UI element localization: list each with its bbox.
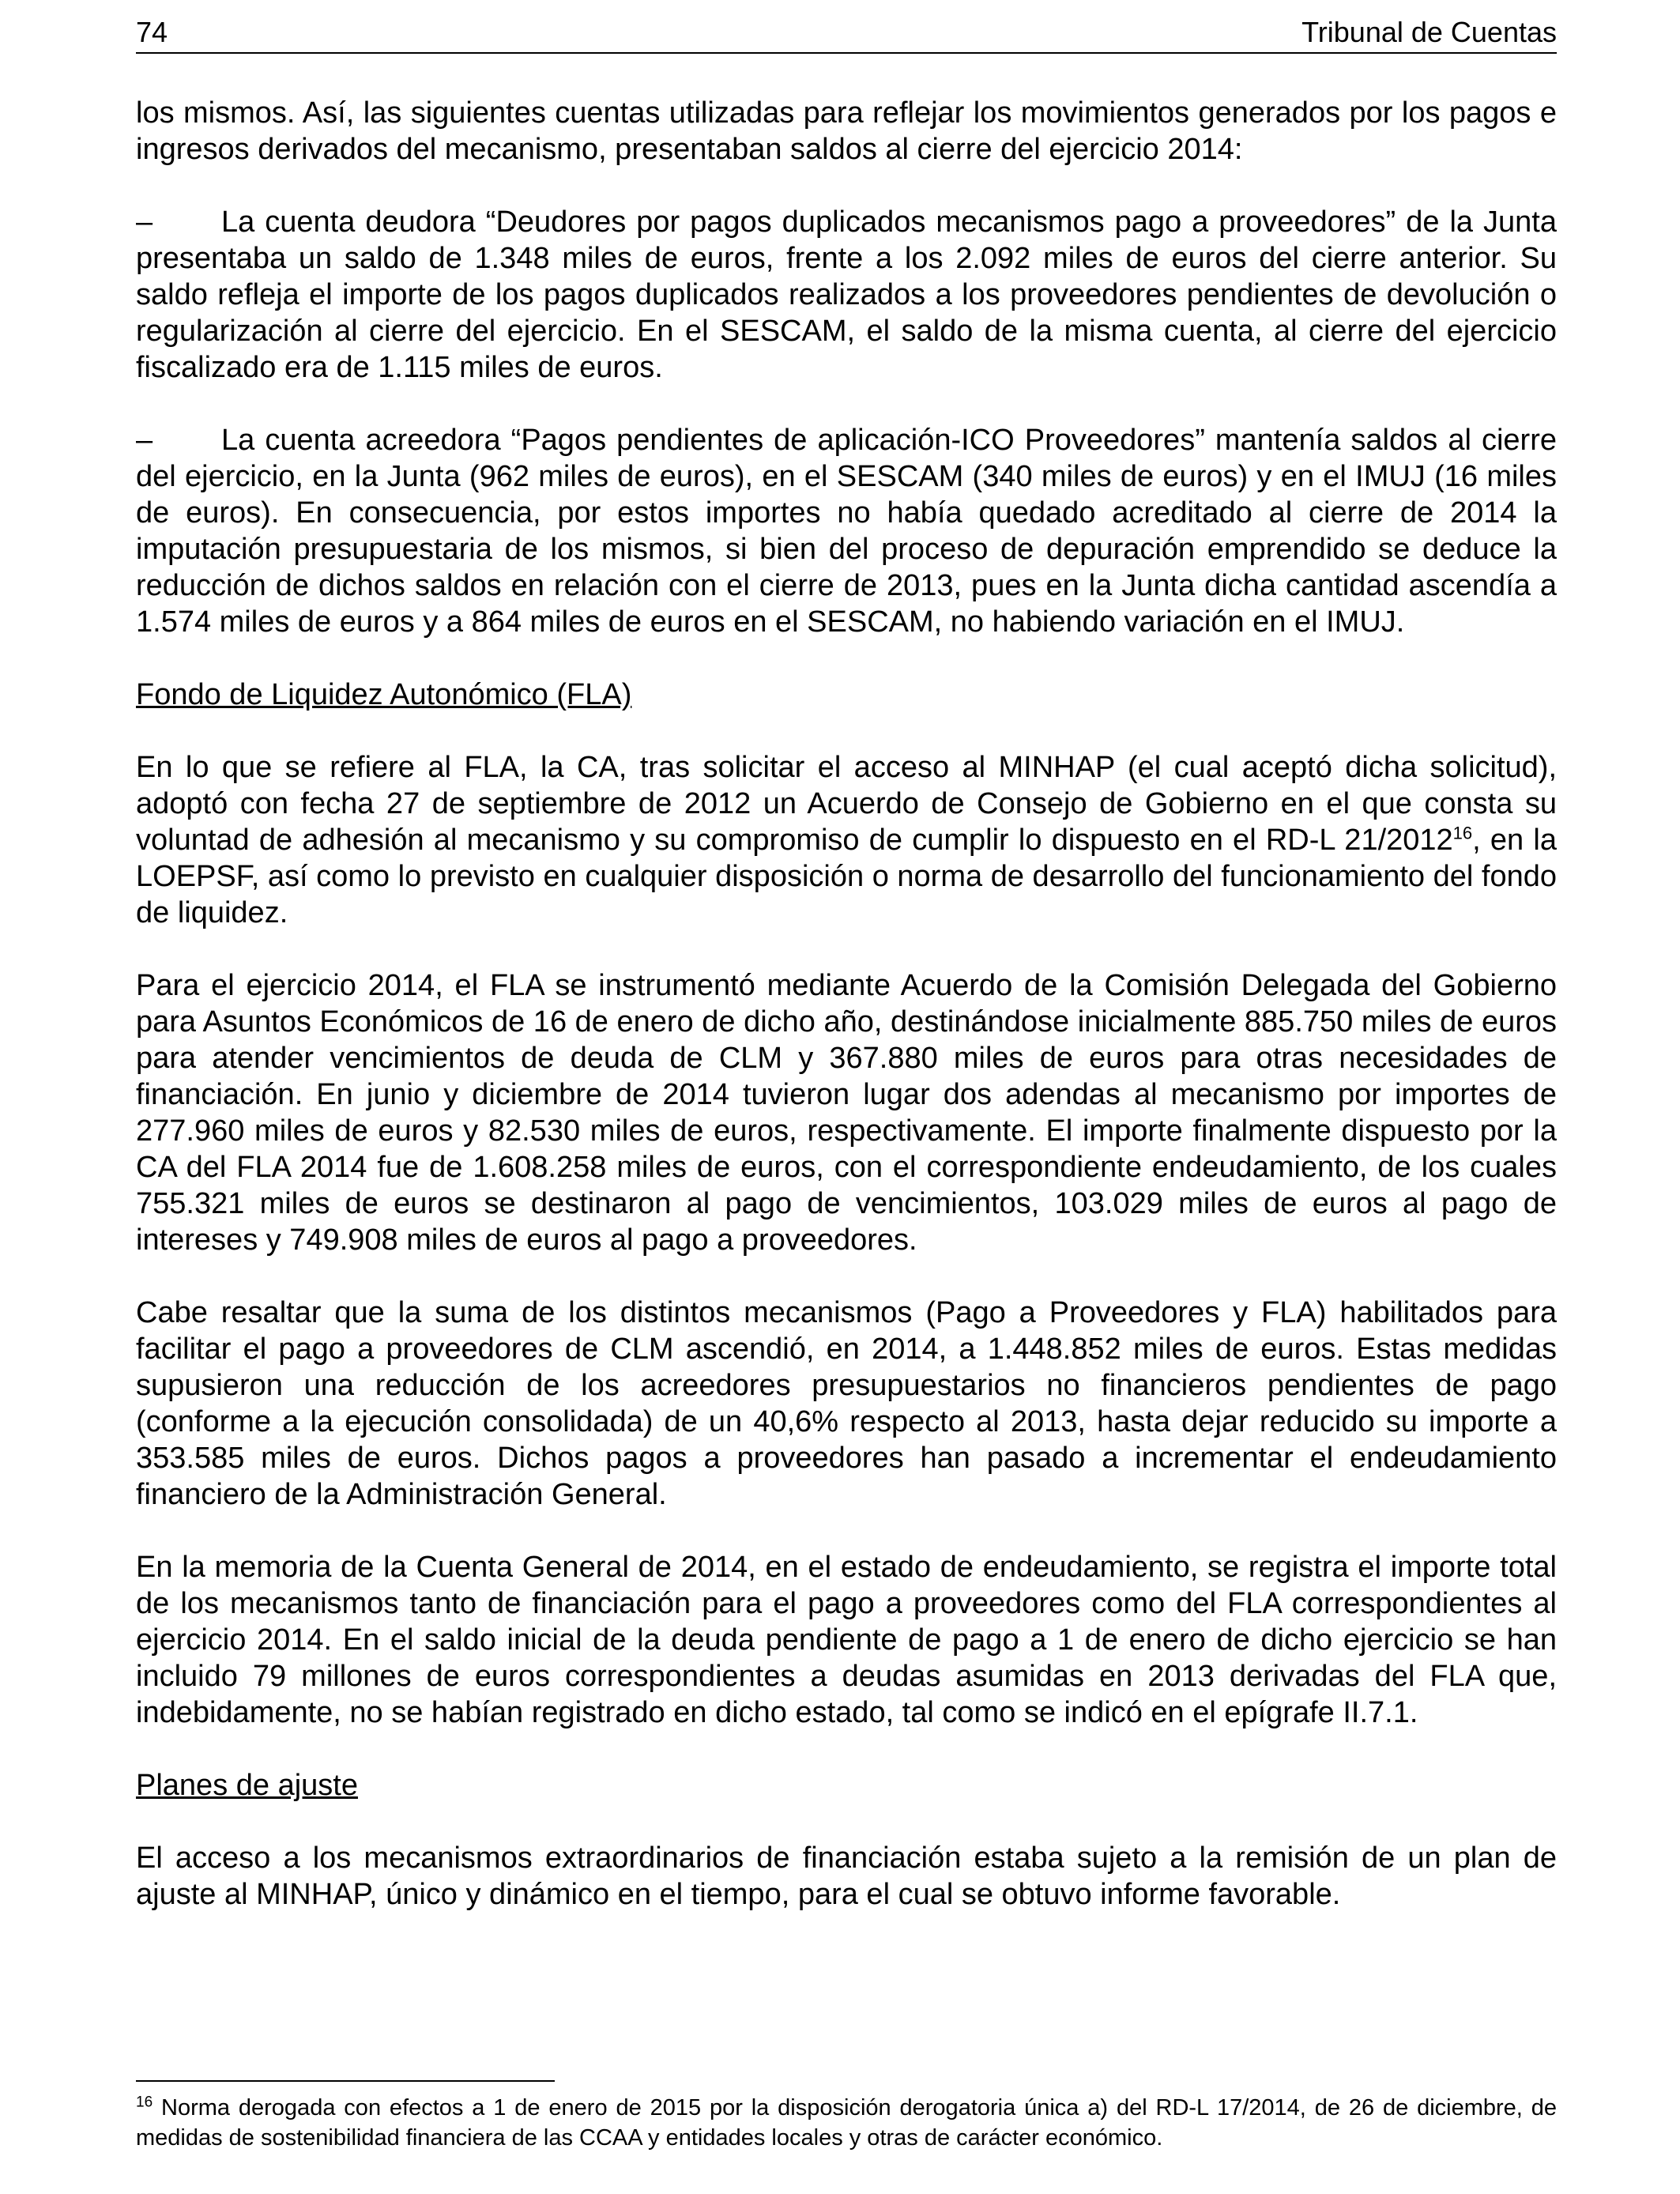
paragraph-fla-adhesion bbox=[136, 749, 1557, 931]
bullet-acreedora bbox=[136, 422, 1557, 640]
section-heading-fla: Fondo de Liquidez Autonómico (FLA) bbox=[136, 678, 632, 711]
paragraph-fla-2014: Para el ejercicio 2014, el FLA se instrumentó mediante Acuerdo de la Comisión Delegada del Gobierno para Asuntos Económicos de 16 de enero de dicho año, destinándose inicialmente 885.750 miles de euros para atender vencimientos de deuda de CLM y 367.880 miles de euros para otras necesidades de financiación. En junio y diciembre de 2014 tuvieron lugar dos adendas al mecanismo por importes de 277.960 miles de euros y 82.530 miles de euros, respectivamente. El importe finalmente dispuesto por la CA del FLA 2014 fue de 1.608.258 miles de euros, con el correspondiente endeudamiento, de los cuales 755.321 miles de euros se destinaron al pago de vencimientos, 103.029 miles de euros al pago de intereses y 749.908 miles de euros al pago a proveedores. bbox=[136, 969, 1557, 1257]
bullet-deudora bbox=[136, 204, 1557, 386]
section-heading-planes-ajuste: Planes de ajuste bbox=[136, 1769, 358, 1802]
page-number: 74 bbox=[136, 16, 168, 48]
bullet-deudora-text: La cuenta deudora “Deudores por pagos duplicados mecanismos pago a proveedores” de la Junta presentaba un saldo de 1.348 miles de euros, frente a los 2.092 miles de euros del cierre anterior. Su saldo refleja el importe de los pagos duplicados realizados a los proveedores pendientes de devolución o regularización al cierre del ejercicio. En el SESCAM, el saldo de la misma cuenta, al cierre del ejercicio fiscalizado era de 1.115 miles de euros. bbox=[136, 205, 1557, 384]
paragraph-mecanismos-suma: Cabe resaltar que la suma de los distintos mecanismos (Pago a Proveedores y FLA) habilitados para facilitar el pago a proveedores de CLM ascendió, en 2014, a 1.448.852 miles de euros. Estas medidas supusieron una reducción de los acreedores presupuestarios no financieros pendientes de pago (conforme a la ejecución consolidada) de un 40,6% respecto al 2013, hasta dejar reducido su importe a 353.585 miles de euros. Dichos pagos a proveedores han pasado a incrementar el endeudamiento financiero de la Administración General. bbox=[136, 1296, 1557, 1511]
dash-marker: – bbox=[136, 205, 153, 239]
bullet-acreedora-text: La cuenta acreedora “Pagos pendientes de aplicación-ICO Proveedores” mantenía saldos al cierre del ejercicio, en la Junta (962 miles de euros), en el SESCAM (340 miles de euros) y en el IMUJ (16 miles de euros). En consecuencia, por estos importes no había quedado acreditado al cierre de 2014 la imputación presupuestaria de los mismos, si bien del proceso de depuración emprendido se deduce la reducción de dichos saldos en relación con el cierre de 2013, pues en la Junta dicha cantidad ascendía a 1.574 miles de euros y a 864 miles de euros en el SESCAM, no habiendo variación en el IMUJ. bbox=[136, 424, 1557, 639]
page-body bbox=[136, 95, 1557, 1913]
footnote-text: Norma derogada con efectos a 1 de enero de 2015 por la disposición derogatoria única a) del RD-L 17/2014, de 26 de diciembre, de medidas de sostenibilidad financiera de las CCAA y entidades locales y otras de carácter económico. bbox=[136, 2095, 1557, 2151]
paragraph-fla-adhesion-part2: , en la LOEPSF, así como lo previsto en cualquier disposición o norma de desarrollo del funcionamiento del fondo de liquidez. bbox=[136, 824, 1557, 929]
footnote bbox=[136, 2093, 1557, 2153]
paragraph-planes-ajuste: El acceso a los mecanismos extraordinarios de financiación estaba sujeto a la remisión de un plan de ajuste al MINHAP, único y dinámico en el tiempo, para el cual se obtuvo informe favorable. bbox=[136, 1842, 1557, 1911]
footnote-divider bbox=[136, 2080, 555, 2082]
header-title: Tribunal de Cuentas bbox=[1301, 16, 1557, 48]
footnote-reference[interactable]: 16 bbox=[1452, 823, 1473, 843]
paragraph-memoria-cuenta-general: En la memoria de la Cuenta General de 2014, en el estado de endeudamiento, se registra el importe total de los mecanismos tanto de financiación para el pago a proveedores como del FLA correspondientes al ejercicio 2014. En el saldo inicial de la deuda pendiente de pago a 1 de enero de dicho ejercicio se han incluido 79 millones de euros correspondientes a deudas asumidas en 2013 derivadas del FLA que, indebidamente, no se habían registrado en dicho estado, tal como se indicó en el epígrafe II.7.1. bbox=[136, 1551, 1557, 1729]
page-header bbox=[136, 13, 1557, 54]
dash-marker: – bbox=[136, 424, 153, 457]
paragraph-fla-adhesion-part1: En lo que se refiere al FLA, la CA, tras solicitar el acceso al MINHAP (el cual aceptó dicha solicitud), adoptó con fecha 27 de septiembre de 2012 un Acuerdo de Consejo de Gobierno en el que consta su voluntad de adhesión al mecanismo y su compromiso de cumplir lo dispuesto en el RD-L 21/2012 bbox=[136, 751, 1557, 857]
footnote-number: 16 bbox=[136, 2094, 153, 2111]
paragraph-intro: los mismos. Así, las siguientes cuentas utilizadas para reflejar los movimientos generados por los pagos e ingresos derivados del mecanismo, presentaban saldos al cierre del ejercicio 2014: bbox=[136, 96, 1557, 166]
